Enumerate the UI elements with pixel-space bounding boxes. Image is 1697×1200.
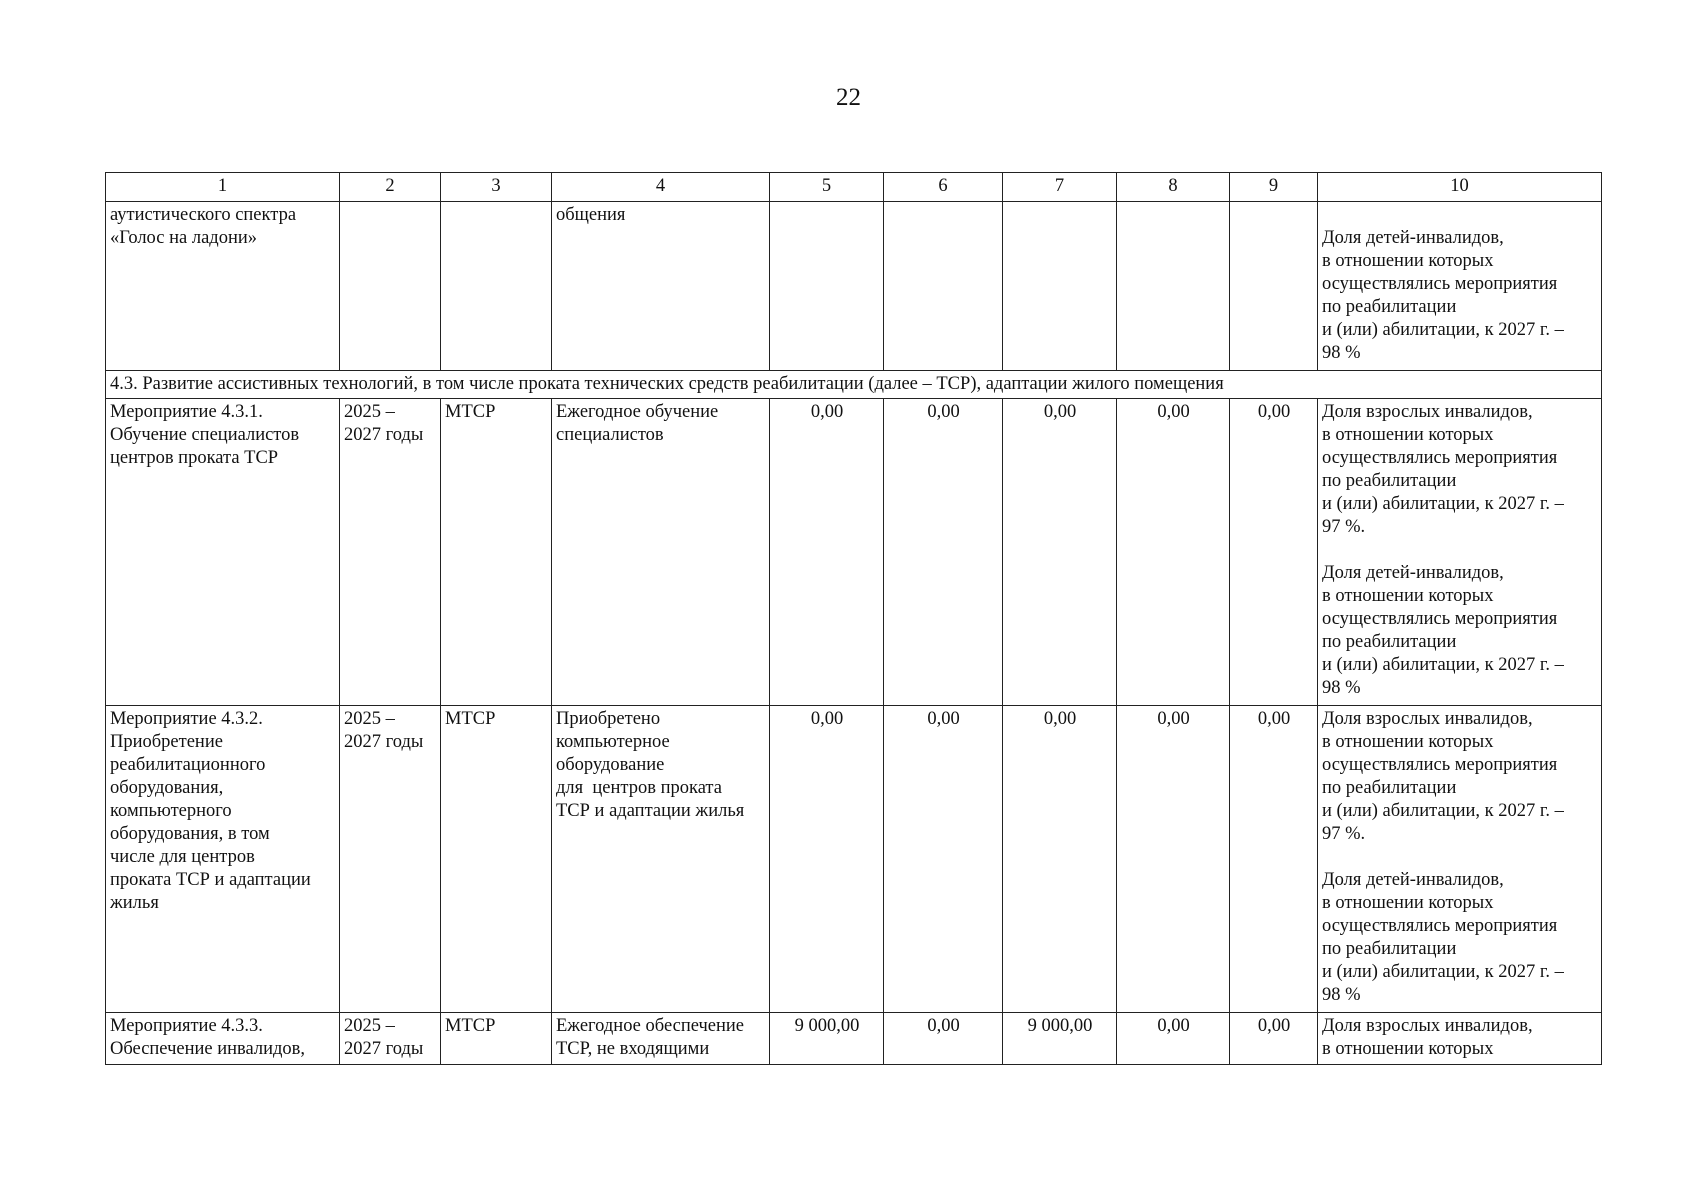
text-line: специалистов [556,425,664,445]
column-header: 1 [106,173,340,202]
value-cell-9: 0,00 [1230,1013,1318,1065]
text-line: общения [556,205,626,225]
text-line: и (или) абилитации, к 2027 г. – [1322,655,1564,675]
indicator-cell [1318,706,1602,1013]
text-line: Мероприятие 4.3.1. [110,402,263,422]
text-line: 2027 годы [344,1039,424,1059]
value-cell-9 [1230,202,1318,371]
table-row [106,706,1602,1013]
text-line: 98 % [1322,678,1361,698]
text-line: реабилитационного [110,755,266,775]
value-cell-6: 0,00 [884,706,1003,1013]
column-header: 8 [1117,173,1230,202]
text-line: 97 %. [1322,824,1366,844]
text-line: ТСР, не входящими [556,1039,710,1059]
text-line: Доля детей-инвалидов, [1322,870,1504,890]
indicator-cell [1318,1013,1602,1065]
text-line: осуществлялись мероприятия [1322,274,1558,294]
text-line: оборудования, в том [110,824,270,844]
value-cell-9: 0,00 [1230,399,1318,706]
text-line: по реабилитации [1322,471,1457,491]
indicator-cell [1318,399,1602,706]
period-cell [340,399,441,706]
text-line: Ежегодное обеспечение [556,1016,744,1036]
column-header: 2 [340,173,441,202]
executor-cell: МТСР [441,399,552,706]
program-table [105,172,1602,1065]
value-cell-8: 0,00 [1117,706,1230,1013]
text-line: Мероприятие 4.3.2. [110,709,263,729]
text-line: 2025 – [344,709,395,729]
executor-cell: МТСР [441,1013,552,1065]
text-line: Доля взрослых инвалидов, [1322,402,1533,422]
text-line: по реабилитации [1322,632,1457,652]
text-line: оборудование [556,755,665,775]
value-cell-7: 0,00 [1003,706,1117,1013]
value-cell-7: 0,00 [1003,399,1117,706]
text-line: 2027 годы [344,425,424,445]
column-header: 7 [1003,173,1117,202]
activity-name-cell [106,1013,340,1065]
text-line: 2027 годы [344,732,424,752]
description-cell [552,399,770,706]
text-line: в отношении которых [1322,425,1494,445]
page-number: 22 [836,84,861,111]
column-header: 4 [552,173,770,202]
text-line: в отношении которых [1322,251,1494,271]
table-row [106,399,1602,706]
text-line: компьютерного [110,801,232,821]
text-line: осуществлялись мероприятия [1322,755,1558,775]
value-cell-8: 0,00 [1117,1013,1230,1065]
text-line: Ежегодное обучение [556,402,719,422]
text-line: и (или) абилитации, к 2027 г. – [1322,494,1564,514]
text-line: Доля детей-инвалидов, [1322,228,1504,248]
column-header: 10 [1318,173,1602,202]
table-row [106,1013,1602,1065]
value-cell-9: 0,00 [1230,706,1318,1013]
column-header: 3 [441,173,552,202]
text-line: 97 %. [1322,517,1366,537]
description-cell [552,1013,770,1065]
value-cell-6: 0,00 [884,1013,1003,1065]
text-line: 98 % [1322,343,1361,363]
text-line: Приобретено [556,709,661,729]
value-cell-6: 0,00 [884,399,1003,706]
text-line: по реабилитации [1322,778,1457,798]
text-line: Приобретение [110,732,223,752]
text-line: оборудования, [110,778,224,798]
text-line: Обеспечение инвалидов, [110,1039,306,1059]
section-title: 4.3. Развитие ассистивных технологий, в том числе проката технических средств реабилитации (далее – ТСР), адаптации жилого помещения [106,371,1602,399]
text-line: 2025 – [344,1016,395,1036]
text-line: проката ТСР и адаптации [110,870,311,890]
executor-cell [441,202,552,371]
text-line: аутистического спектра [110,205,297,225]
column-number-row [106,173,1602,202]
text-line: Доля взрослых инвалидов, [1322,1016,1533,1036]
value-cell-7 [1003,202,1117,371]
value-cell-8 [1117,202,1230,371]
value-cell-5 [770,202,884,371]
text-line: числе для центров [110,847,255,867]
value-cell-5: 0,00 [770,706,884,1013]
text-line: 2025 – [344,402,395,422]
section-row [106,371,1602,399]
column-header: 5 [770,173,884,202]
text-line: компьютерное [556,732,670,752]
value-cell-5: 9 000,00 [770,1013,884,1065]
value-cell-6 [884,202,1003,371]
activity-name-cell [106,706,340,1013]
text-line: осуществлялись мероприятия [1322,916,1558,936]
executor-cell: МТСР [441,706,552,1013]
description-cell [552,706,770,1013]
period-cell [340,1013,441,1065]
text-line: 98 % [1322,985,1361,1005]
value-cell-5: 0,00 [770,399,884,706]
text-line: по реабилитации [1322,297,1457,317]
text-line: «Голос на ладони» [110,228,257,248]
text-line: в отношении которых [1322,586,1494,606]
text-line: осуществлялись мероприятия [1322,448,1558,468]
value-cell-8: 0,00 [1117,399,1230,706]
text-line: Мероприятие 4.3.3. [110,1016,263,1036]
text-line: Обучение специалистов [110,425,300,445]
text-line: в отношении которых [1322,1039,1494,1059]
activity-name-cell [106,399,340,706]
text-line: осуществлялись мероприятия [1322,609,1558,629]
period-cell [340,202,441,371]
text-line: Доля взрослых инвалидов, [1322,709,1533,729]
indicator-cell [1318,202,1602,371]
text-line: жилья [110,893,159,913]
period-cell [340,706,441,1013]
text-line: и (или) абилитации, к 2027 г. – [1322,801,1564,821]
value-cell-7: 9 000,00 [1003,1013,1117,1065]
column-header: 6 [884,173,1003,202]
text-line: ТСР и адаптации жилья [556,801,745,821]
text-line: в отношении которых [1322,893,1494,913]
text-line: и (или) абилитации, к 2027 г. – [1322,962,1564,982]
text-line: и (или) абилитации, к 2027 г. – [1322,320,1564,340]
text-line: Доля детей-инвалидов, [1322,563,1504,583]
text-line: центров проката ТСР [110,448,279,468]
text-line: для центров проката [556,778,722,798]
text-line: по реабилитации [1322,939,1457,959]
text-line: в отношении которых [1322,732,1494,752]
continuation-row [106,202,1602,371]
activity-name-cell [106,202,340,371]
column-header: 9 [1230,173,1318,202]
description-cell [552,202,770,371]
